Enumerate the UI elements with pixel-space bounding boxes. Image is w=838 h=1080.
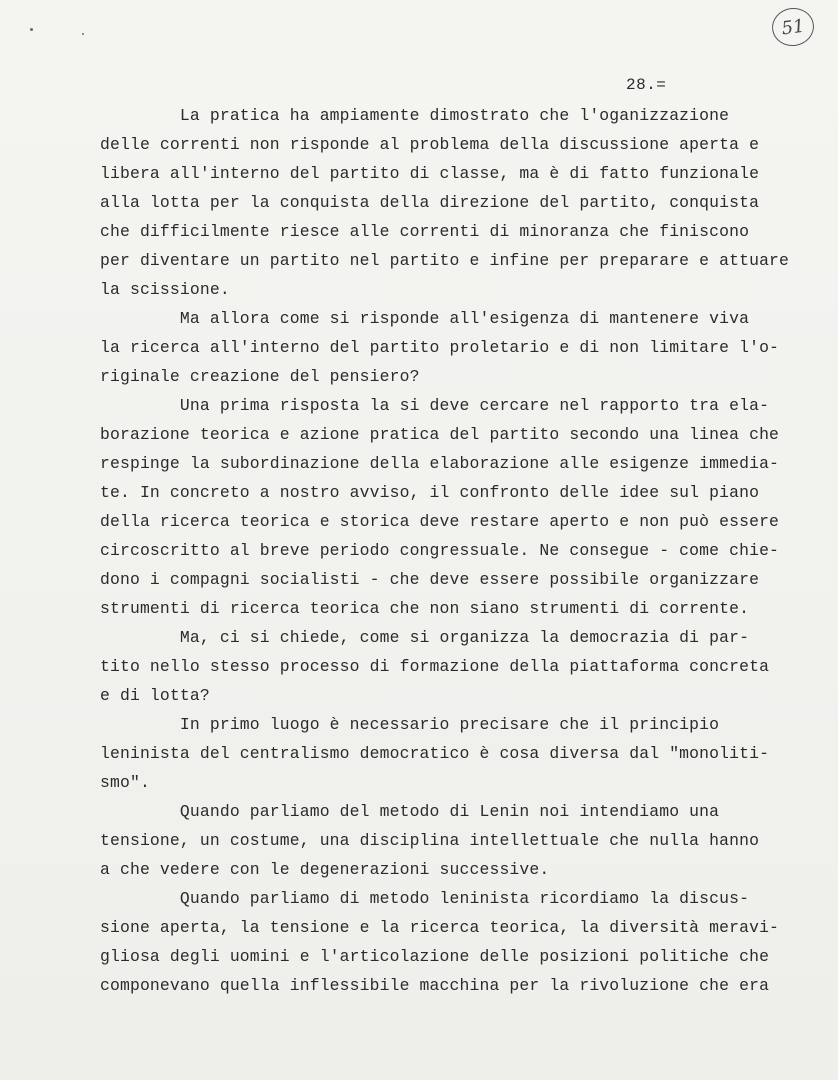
page-number: 28.= (626, 76, 667, 94)
text-line: Quando parliamo del metodo di Lenin noi intendiamo una (100, 802, 720, 821)
text-line: libera all'interno del partito di classe, ma è di fatto funzionale (100, 164, 760, 183)
text-line: La pratica ha ampiamente dimostrato che l'oganizzazione (100, 106, 730, 125)
stamp-number: 51 (780, 15, 806, 39)
text-line: componevano quella inflessibile macchina per la rivoluzione che era (100, 976, 770, 995)
text-line: la ricerca all'interno del partito proletario e di non limitare l'o- (100, 338, 780, 357)
text-line: riginale creazione del pensiero? (100, 367, 420, 386)
text-line: per diventare un partito nel partito e infine per preparare e attuare (100, 251, 790, 270)
text-line: Ma, ci si chiede, come si organizza la democrazia di par- (100, 628, 750, 647)
text-line: respinge la subordinazione della elaborazione alle esigenze immedia- (100, 454, 780, 473)
text-line: smo". (100, 773, 150, 792)
text-line: leninista del centralismo democratico è cosa diversa dal "monoliti- (100, 744, 770, 763)
text-line: tensione, un costume, una disciplina intellettuale che nulla hanno (100, 831, 760, 850)
text-line: In primo luogo è necessario precisare che il principio (100, 715, 720, 734)
text-line: sione aperta, la tensione e la ricerca teorica, la diversità meravi- (100, 918, 780, 937)
text-line: Una prima risposta la si deve cercare nel rapporto tra ela- (100, 396, 770, 415)
text-line: la scissione. (100, 280, 230, 299)
text-line: e di lotta? (100, 686, 210, 705)
text-line: a che vedere con le degenerazioni successive. (100, 860, 550, 879)
text-line: Quando parliamo di metodo leninista ricordiamo la discus- (100, 889, 750, 908)
text-line: Ma allora come si risponde all'esigenza di mantenere viva (100, 309, 750, 328)
text-line: circoscritto al breve periodo congressuale. Ne consegue - come chie- (100, 541, 780, 560)
text-line: delle correnti non risponde al problema della discussione aperta e (100, 135, 760, 154)
text-line: tito nello stesso processo di formazione della piattaforma concreta (100, 657, 770, 676)
scan-speck (30, 28, 33, 31)
text-line: te. In concreto a nostro avviso, il confronto delle idee sul piano (100, 483, 760, 502)
text-line: gliosa degli uomini e l'articolazione delle posizioni politiche che (100, 947, 770, 966)
text-line: borazione teorica e azione pratica del partito secondo una linea che (100, 425, 780, 444)
text-line: alla lotta per la conquista della direzione del partito, conquista (100, 193, 760, 212)
archive-stamp (770, 5, 817, 48)
text-line: che difficilmente riesce alle correnti di minoranza che finiscono (100, 222, 750, 241)
text-line: strumenti di ricerca teorica che non siano strumenti di corrente. (100, 599, 750, 618)
typewritten-body (100, 101, 790, 1000)
text-line: della ricerca teorica e storica deve restare aperto e non può essere (100, 512, 780, 531)
scan-speck (82, 33, 84, 35)
text-line: dono i compagni socialisti - che deve essere possibile organizzare (100, 570, 760, 589)
